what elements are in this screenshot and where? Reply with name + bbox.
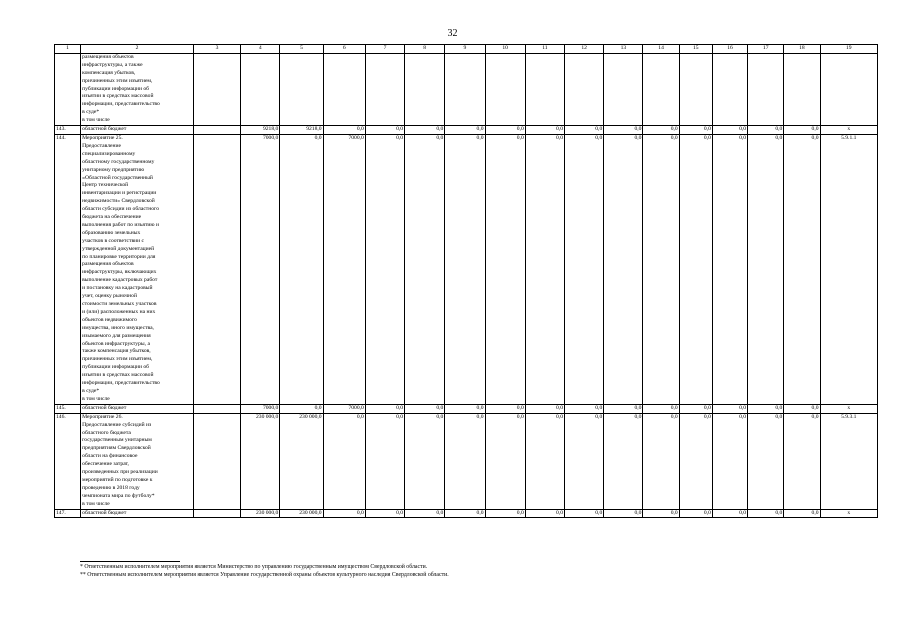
text-line: инфраструктуры, включающих xyxy=(82,269,157,276)
column-number: 13 xyxy=(604,45,643,54)
text-line: и (или) расположенных на них xyxy=(82,308,156,315)
value-cell: 0,0 xyxy=(784,126,820,135)
empty-cell xyxy=(679,53,712,125)
value-cell: 0,0 xyxy=(365,509,404,518)
row-label: областной бюджет xyxy=(81,126,194,135)
value-cell: 0,0 xyxy=(323,413,365,509)
row-number: 144. xyxy=(55,134,81,404)
text-line: утвержденной документацией xyxy=(82,245,155,252)
value-cell: 0,0 xyxy=(485,134,525,404)
target-cell: x xyxy=(820,126,877,135)
value-cell: 0,0 xyxy=(365,413,404,509)
empty-cell xyxy=(323,53,365,125)
value-cell: 0,0 xyxy=(679,413,712,509)
column-number: 9 xyxy=(445,45,485,54)
target-cell: x xyxy=(820,509,877,518)
text-line: мероприятий по подготовке к xyxy=(82,476,153,483)
text-line: государственным унитарным xyxy=(82,437,152,444)
text-line: публикации информации об xyxy=(82,85,149,92)
row-label: областной бюджет xyxy=(81,509,194,518)
column-number: 11 xyxy=(525,45,564,54)
row-number: 145. xyxy=(55,404,81,413)
value-cell: 7000,0 xyxy=(241,404,280,413)
text-line: области субсидии из областного xyxy=(82,206,159,213)
value-cell: 230 000,0 xyxy=(241,413,280,509)
value-cell: 0,0 xyxy=(712,134,747,404)
text-line: и постановку на кадастровый xyxy=(82,285,153,292)
value-cell: 0,0 xyxy=(679,404,712,413)
value-cell: 0,0 xyxy=(280,134,323,404)
column-number: 4 xyxy=(241,45,280,54)
target-cell: 5.9.3.1 xyxy=(820,413,877,509)
column-number: 2 xyxy=(81,45,194,54)
text-line: чемпионата мира по футболу* xyxy=(82,492,155,499)
value-cell: 0,0 xyxy=(323,509,365,518)
value-cell: 0,0 xyxy=(565,134,604,404)
value-cell: 7000,0 xyxy=(323,404,365,413)
empty-cell xyxy=(193,509,240,518)
text-line: в суде* xyxy=(82,109,100,116)
empty-cell xyxy=(280,53,323,125)
empty-cell xyxy=(565,53,604,125)
target-cell: 5.9.1.1 xyxy=(820,134,877,404)
value-cell: 0,0 xyxy=(748,413,784,509)
row-number: 143. xyxy=(55,126,81,135)
value-cell: 0,0 xyxy=(565,126,604,135)
value-cell: 9218,0 xyxy=(280,126,323,135)
empty-cell xyxy=(445,53,485,125)
value-cell: 0,0 xyxy=(748,404,784,413)
value-cell: 9218,0 xyxy=(241,126,280,135)
text-line: в том числе xyxy=(82,500,110,507)
value-cell: 0,0 xyxy=(748,134,784,404)
text-line: Предоставление субсидий из xyxy=(82,421,152,428)
text-line: инвентаризации и регистрации xyxy=(82,190,157,197)
value-cell: 0,0 xyxy=(405,509,445,518)
text-line: изъятии в средствах массовой xyxy=(82,372,154,379)
footnote-rule xyxy=(80,561,180,562)
text-line: «Областной государственный xyxy=(82,174,153,181)
text-line: областному государственному xyxy=(82,158,155,165)
value-cell: 0,0 xyxy=(445,126,485,135)
empty-cell xyxy=(193,126,240,135)
table-body xyxy=(55,45,878,518)
column-number-row xyxy=(55,45,878,54)
value-cell: 0,0 xyxy=(784,509,820,518)
value-cell: 0,0 xyxy=(485,126,525,135)
value-cell: 0,0 xyxy=(405,413,445,509)
text-line: Предоставление xyxy=(82,142,121,149)
column-number: 1 xyxy=(55,45,81,54)
text-line: областного бюджета xyxy=(82,429,131,436)
text-line: предприятиям Свердловской xyxy=(82,445,151,452)
value-cell: 0,0 xyxy=(643,126,679,135)
value-cell: 7000,0 xyxy=(323,134,365,404)
text-line: образованию земельных xyxy=(82,229,141,236)
value-cell: 0,0 xyxy=(712,126,747,135)
value-cell: 0,0 xyxy=(712,404,747,413)
row-number: 146. xyxy=(55,413,81,509)
text-line: специализированному xyxy=(82,150,136,157)
text-line: бюджета на обеспечение xyxy=(82,214,142,221)
empty-cell xyxy=(193,413,240,509)
value-cell: 0,0 xyxy=(643,413,679,509)
text-line: также компенсация убытков, xyxy=(82,348,151,355)
text-line: недвижимости» Свердловской xyxy=(82,198,155,205)
text-line: выполнение кадастровых работ xyxy=(82,277,158,284)
text-line: объектов инфраструктуры, а xyxy=(82,340,150,347)
budget-row xyxy=(55,126,878,135)
empty-cell xyxy=(193,404,240,413)
text-line: публикации информации об xyxy=(82,364,149,371)
text-line: Мероприятие 26. xyxy=(82,413,123,420)
empty-cell xyxy=(193,134,240,404)
value-cell: 0,0 xyxy=(405,404,445,413)
text-line: выполнения работ по изъятию и xyxy=(82,221,159,228)
value-cell: 0,0 xyxy=(525,134,564,404)
row-label: областной бюджет xyxy=(81,404,194,413)
value-cell: 230 000,0 xyxy=(280,509,323,518)
column-number: 18 xyxy=(784,45,820,54)
column-number: 3 xyxy=(193,45,240,54)
text-line: в том числе xyxy=(82,395,110,402)
text-line: обеспечение затрат, xyxy=(82,461,129,468)
measure-row xyxy=(55,413,878,509)
value-cell: 230 000,0 xyxy=(241,509,280,518)
text-line: стоимости земельных участков xyxy=(82,301,157,307)
text-line: по планировке территории для xyxy=(82,253,156,260)
text-line: произведенных при реализации xyxy=(82,469,158,476)
value-cell: 230 000,0 xyxy=(280,413,323,509)
value-cell: 0,0 xyxy=(280,404,323,413)
value-cell: 0,0 xyxy=(485,509,525,518)
text-line: причиненных этим изъятием, xyxy=(82,77,153,84)
value-cell: 0,0 xyxy=(525,126,564,135)
value-cell: 0,0 xyxy=(445,509,485,518)
empty-cell xyxy=(712,53,747,125)
value-cell: 0,0 xyxy=(643,509,679,518)
column-number: 12 xyxy=(565,45,604,54)
text-line: участков в соответствии с xyxy=(82,237,144,244)
value-cell: 0,0 xyxy=(445,404,485,413)
continued-row xyxy=(55,53,878,125)
text-line: причиненных этим изъятием, xyxy=(82,356,153,363)
empty-cell xyxy=(405,53,445,125)
continued-text xyxy=(81,53,194,125)
text-line: размещения объектов xyxy=(82,261,134,268)
measure-row xyxy=(55,134,878,404)
row-label xyxy=(81,134,194,404)
text-line: имущества, иного имущества, xyxy=(82,324,154,331)
value-cell: 0,0 xyxy=(565,404,604,413)
value-cell: 0,0 xyxy=(445,134,485,404)
value-cell: 0,0 xyxy=(679,126,712,135)
value-cell: 0,0 xyxy=(604,509,643,518)
row-label xyxy=(81,413,194,509)
footnote-1: * Ответственным исполнителем мероприятия является Министерство по управлению государственным имуществом Свердловской области. xyxy=(80,564,428,570)
text-line: в том числе xyxy=(82,117,110,124)
value-cell: 0,0 xyxy=(643,134,679,404)
text-line: Центр технической xyxy=(82,182,129,189)
budget-row xyxy=(55,509,878,518)
text-line: изымаемого для размещения xyxy=(82,332,151,339)
value-cell: 0,0 xyxy=(679,134,712,404)
column-number: 8 xyxy=(405,45,445,54)
text-line: учет, оценку рыночной xyxy=(82,293,137,300)
value-cell: 0,0 xyxy=(323,126,365,135)
text-line: размещения объектов xyxy=(82,53,134,60)
column-number: 17 xyxy=(748,45,784,54)
empty-cell xyxy=(604,53,643,125)
footnotes xyxy=(80,563,449,579)
row-number xyxy=(55,53,81,125)
program-table xyxy=(54,44,878,518)
value-cell: 0,0 xyxy=(365,134,404,404)
value-cell: 0,0 xyxy=(643,404,679,413)
value-cell: 0,0 xyxy=(485,413,525,509)
value-cell: 0,0 xyxy=(525,509,564,518)
value-cell: 0,0 xyxy=(565,413,604,509)
value-cell: 0,0 xyxy=(604,134,643,404)
text-line: объектов недвижимого xyxy=(82,316,137,323)
column-number: 6 xyxy=(323,45,365,54)
empty-cell xyxy=(748,53,784,125)
value-cell: 0,0 xyxy=(485,404,525,413)
value-cell: 0,0 xyxy=(784,413,820,509)
value-cell: 0,0 xyxy=(784,134,820,404)
text-line: информации, представительство xyxy=(82,380,160,387)
text-line: компенсация убытков, xyxy=(82,69,136,76)
value-cell: 0,0 xyxy=(748,509,784,518)
value-cell: 7000,0 xyxy=(241,134,280,404)
value-cell: 0,0 xyxy=(604,413,643,509)
empty-cell xyxy=(525,53,564,125)
empty-cell xyxy=(784,53,820,125)
text-line: проведению в 2018 году xyxy=(82,484,140,491)
column-number: 16 xyxy=(712,45,747,54)
value-cell: 0,0 xyxy=(712,509,747,518)
value-cell: 0,0 xyxy=(604,404,643,413)
value-cell: 0,0 xyxy=(525,404,564,413)
text-line: в суде* xyxy=(82,387,100,394)
value-cell: 0,0 xyxy=(525,413,564,509)
row-number: 147. xyxy=(55,509,81,518)
value-cell: 0,0 xyxy=(405,134,445,404)
text-line: Мероприятие 25. xyxy=(82,134,123,141)
value-cell: 0,0 xyxy=(565,509,604,518)
column-number: 10 xyxy=(485,45,525,54)
value-cell: 0,0 xyxy=(445,413,485,509)
page-number: 32 xyxy=(447,28,458,39)
empty-cell xyxy=(820,53,877,125)
column-number: 19 xyxy=(820,45,877,54)
value-cell: 0,0 xyxy=(405,126,445,135)
value-cell: 0,0 xyxy=(748,126,784,135)
column-number: 7 xyxy=(365,45,404,54)
value-cell: 0,0 xyxy=(365,404,404,413)
text-line: унитарному предприятию xyxy=(82,166,145,173)
empty-cell xyxy=(365,53,404,125)
value-cell: 0,0 xyxy=(365,126,404,135)
value-cell: 0,0 xyxy=(784,404,820,413)
target-cell: x xyxy=(820,404,877,413)
column-number: 5 xyxy=(280,45,323,54)
empty-cell xyxy=(241,53,280,125)
value-cell: 0,0 xyxy=(712,413,747,509)
column-number: 15 xyxy=(679,45,712,54)
budget-row xyxy=(55,404,878,413)
value-cell: 0,0 xyxy=(604,126,643,135)
value-cell: 0,0 xyxy=(679,509,712,518)
text-line: информации, представительство xyxy=(82,101,160,108)
empty-cell xyxy=(193,53,240,125)
text-line: инфраструктуры, а также xyxy=(82,61,143,68)
column-number: 14 xyxy=(643,45,679,54)
empty-cell xyxy=(485,53,525,125)
empty-cell xyxy=(643,53,679,125)
text-line: изъятии в средствах массовой xyxy=(82,93,154,100)
footnote-2: ** Ответственным исполнителем мероприятия является Управление государственной охраны объектов культурного наследия Свердловской области. xyxy=(80,572,449,578)
text-line: области на финансовое xyxy=(82,453,138,460)
